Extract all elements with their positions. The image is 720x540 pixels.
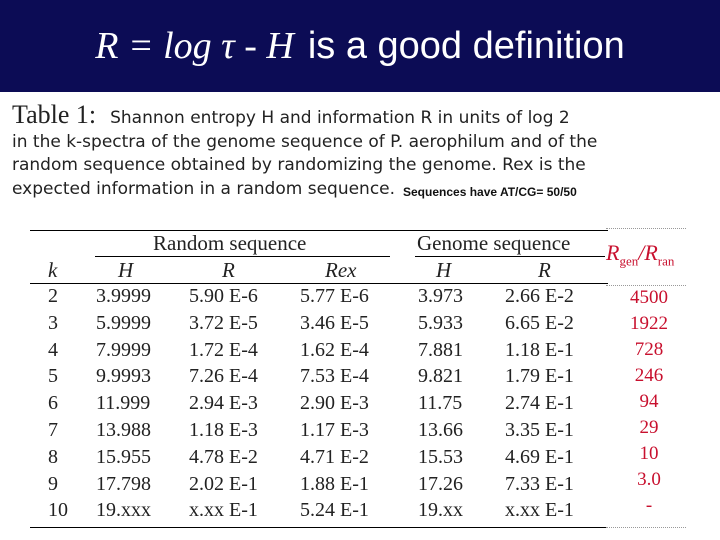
col-header-r-genome: R bbox=[538, 258, 551, 282]
col-header-k: k bbox=[48, 258, 58, 282]
cell-h-random: 3.9999 bbox=[96, 285, 151, 307]
cell-r-random: 2.94 E-3 bbox=[189, 392, 258, 415]
group-header-random: Random sequence bbox=[153, 231, 307, 255]
cell-h-genome: 15.53 bbox=[418, 445, 463, 468]
caption-line-4: expected information in a random sequence. bbox=[12, 178, 396, 199]
cell-h-random: 17.798 bbox=[96, 472, 151, 495]
cell-r-genome: x.xx E-1 bbox=[505, 499, 574, 522]
group-underline-genome bbox=[415, 256, 605, 257]
cell-h-random: 5.9999 bbox=[96, 311, 151, 334]
cell-r-random: 4.78 E-2 bbox=[189, 445, 258, 468]
cell-r-genome: 2.74 E-1 bbox=[505, 392, 574, 415]
cell-rex: 3.46 E-5 bbox=[300, 311, 369, 334]
cell-r-random: 3.72 E-5 bbox=[189, 311, 258, 334]
cell-r-genome: 2.66 E-2 bbox=[505, 285, 574, 307]
ratio-value: 1922 bbox=[630, 313, 668, 334]
cell-rex: 4.71 E-2 bbox=[300, 445, 369, 468]
cell-h-genome: 9.821 bbox=[418, 365, 463, 388]
ratio-value: 94 bbox=[639, 391, 659, 412]
caption-label: Table 1: bbox=[12, 100, 97, 129]
cell-k: 4 bbox=[48, 338, 58, 361]
cell-h-random: 11.999 bbox=[96, 392, 151, 415]
cell-k: 7 bbox=[48, 419, 58, 441]
cell-r-random: 1.18 E-3 bbox=[189, 419, 258, 441]
title-formula: R = log τ - H bbox=[95, 25, 294, 67]
sequence-note: Sequences have AT/CG= 50/50 bbox=[403, 185, 577, 199]
cell-r-genome: 1.79 E-1 bbox=[505, 365, 574, 388]
ratio-value: 3.0 bbox=[637, 469, 661, 490]
group-underline-random bbox=[95, 256, 390, 257]
ratio-header: $R_{gen}/R_{ran}$ bbox=[606, 240, 675, 269]
cell-r-random: 7.26 E-4 bbox=[189, 365, 258, 388]
cell-r-random: 1.72 E-4 bbox=[189, 338, 258, 361]
cell-r-genome: 7.33 E-1 bbox=[505, 472, 574, 495]
cell-rex: 1.88 E-1 bbox=[300, 472, 369, 495]
col-header-h-genome: H bbox=[436, 258, 452, 282]
cell-r-random: x.xx E-1 bbox=[189, 499, 258, 522]
cell-h-genome: 7.881 bbox=[418, 338, 463, 361]
cell-k: 3 bbox=[48, 311, 58, 334]
cell-rex: 7.53 E-4 bbox=[300, 365, 369, 388]
dotted-divider bbox=[606, 228, 686, 229]
cell-r-genome: 6.65 E-2 bbox=[505, 311, 574, 334]
cell-h-random: 7.9999 bbox=[96, 338, 151, 361]
cell-h-genome: 5.933 bbox=[418, 311, 463, 334]
cell-k: 9 bbox=[48, 472, 58, 495]
table-bottom-rule bbox=[30, 527, 608, 528]
cell-rex: 5.77 E-6 bbox=[300, 285, 369, 307]
ratio-value: 29 bbox=[639, 417, 659, 438]
col-header-r-random: R bbox=[222, 258, 235, 282]
cell-rex: 1.17 E-3 bbox=[300, 419, 369, 441]
cell-h-genome: 3.973 bbox=[418, 285, 463, 307]
cell-k: 2 bbox=[48, 285, 58, 307]
cell-r-genome: 4.69 E-1 bbox=[505, 445, 574, 468]
cell-r-random: 5.90 E-6 bbox=[189, 285, 258, 307]
group-header-genome: Genome sequence bbox=[417, 231, 571, 255]
ratio-value: 246 bbox=[634, 365, 664, 386]
dotted-divider bbox=[606, 527, 686, 528]
cell-r-genome: 3.35 E-1 bbox=[505, 419, 574, 441]
dotted-divider bbox=[606, 285, 686, 286]
cell-k: 6 bbox=[48, 392, 58, 415]
cell-h-random: 13.988 bbox=[96, 419, 151, 441]
cell-h-random: 19.xxx bbox=[96, 499, 151, 522]
cell-h-random: 15.955 bbox=[96, 445, 151, 468]
cell-k: 5 bbox=[48, 365, 58, 388]
caption-line-3: random sequence obtained by randomizing the genome. Rex is the bbox=[12, 155, 586, 175]
cell-h-genome: 11.75 bbox=[418, 392, 463, 415]
ratio-value: 728 bbox=[634, 339, 664, 360]
cell-h-genome: 13.66 bbox=[418, 419, 463, 441]
cell-rex: 1.62 E-4 bbox=[300, 338, 369, 361]
slide-title bbox=[0, 0, 720, 92]
cell-rex: 2.90 E-3 bbox=[300, 392, 369, 415]
col-header-h-random: H bbox=[118, 258, 134, 282]
cell-r-genome: 1.18 E-1 bbox=[505, 338, 574, 361]
header-rule bbox=[30, 283, 608, 284]
cell-h-random: 9.9993 bbox=[96, 365, 151, 388]
caption-line-2: in the k-spectra of the genome sequence of P. aerophilum and of the bbox=[12, 131, 598, 152]
cell-k: 8 bbox=[48, 445, 58, 468]
ratio-value: - bbox=[645, 495, 653, 516]
cell-h-genome: 17.26 bbox=[418, 472, 463, 495]
caption-line-1: Shannon entropy H and information R in units of log 2 bbox=[110, 108, 570, 128]
cell-rex: 5.24 E-1 bbox=[300, 499, 369, 522]
cell-h-genome: 19.xx bbox=[418, 499, 463, 522]
cell-r-random: 2.02 E-1 bbox=[189, 472, 258, 495]
cell-k: 10 bbox=[48, 499, 68, 522]
title-text: is a good definition bbox=[307, 24, 625, 67]
ratio-value: 10 bbox=[639, 443, 659, 464]
col-header-rex: Rex bbox=[325, 258, 357, 282]
ratio-value: 4500 bbox=[630, 287, 668, 308]
